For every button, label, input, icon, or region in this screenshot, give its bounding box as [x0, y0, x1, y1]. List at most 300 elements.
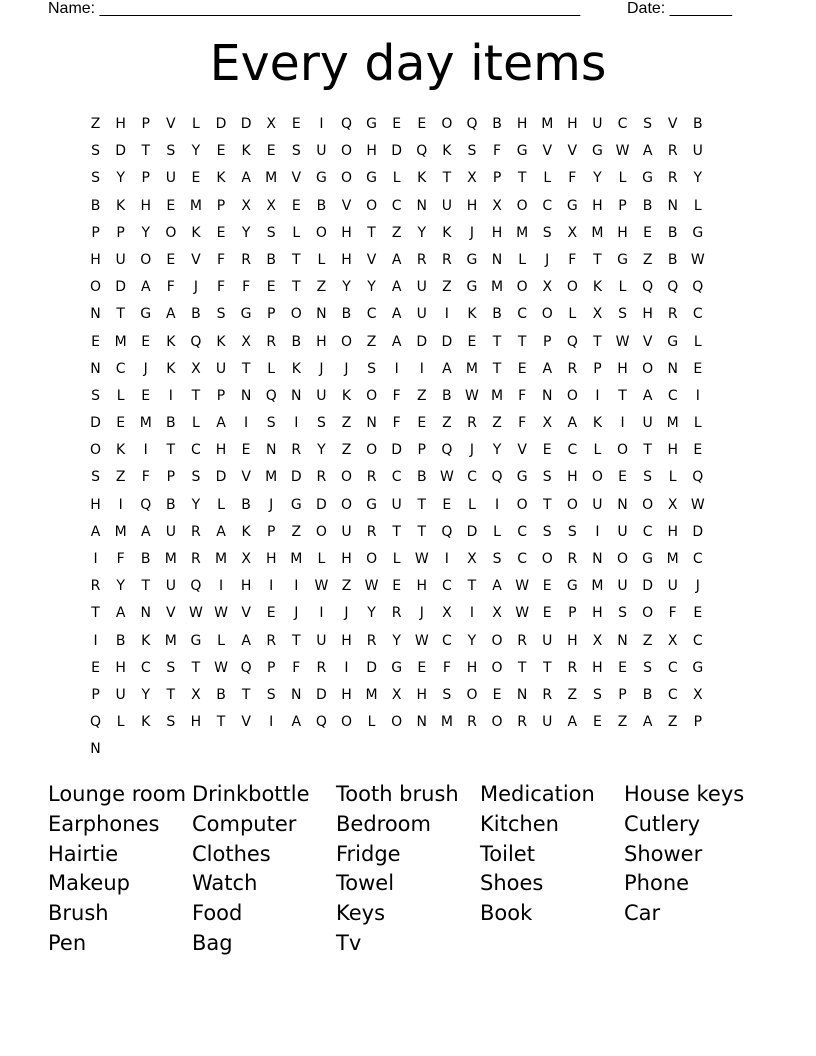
grid-letter: Z: [391, 224, 402, 241]
grid-letter: G: [642, 170, 654, 187]
word-list-item: Car: [624, 901, 661, 926]
grid-letter: O: [90, 442, 102, 459]
grid-letter: A: [216, 523, 226, 540]
grid-letter: G: [566, 578, 578, 595]
grid-letter: A: [391, 279, 402, 296]
grid-letter: K: [116, 197, 126, 214]
grid-letter: S: [643, 116, 653, 132]
grid-letter: B: [642, 686, 653, 703]
grid-letter: F: [242, 279, 251, 296]
grid-letter: Y: [141, 224, 151, 241]
grid-letter: G: [667, 333, 679, 350]
grid-letter: O: [366, 197, 378, 214]
grid-letter: M: [440, 714, 453, 731]
grid-letter: R: [391, 605, 402, 622]
grid-letter: T: [517, 170, 527, 187]
grid-letter: I: [595, 387, 600, 404]
grid-letter: B: [90, 197, 101, 214]
grid-letter: O: [290, 306, 302, 323]
grid-letter: U: [642, 415, 653, 432]
grid-letter: A: [391, 333, 402, 350]
word-list-item: Lounge room: [48, 782, 187, 806]
grid-letter: U: [542, 714, 553, 731]
grid-letter: G: [391, 659, 403, 676]
grid-letter: P: [593, 360, 602, 377]
grid-letter: G: [366, 496, 377, 513]
grid-letter: K: [241, 523, 251, 540]
grid-letter: S: [643, 469, 653, 486]
word-list-item: Book: [480, 901, 533, 926]
grid-letter: X: [442, 605, 452, 622]
grid-letter: F: [141, 469, 150, 486]
grid-letter: E: [417, 415, 427, 432]
grid-letter: W: [615, 143, 630, 160]
grid-letter: H: [617, 224, 628, 241]
page-title: Every day items: [209, 35, 607, 92]
grid-letter: Y: [392, 632, 401, 649]
grid-letter: S: [442, 686, 452, 703]
grid-letter: J: [143, 360, 148, 377]
grid-letter: C: [391, 469, 402, 486]
grid-letter: M: [265, 469, 278, 486]
grid-letter: V: [667, 116, 678, 132]
grid-letter: M: [365, 686, 378, 703]
grid-letter: C: [642, 523, 653, 540]
header: [48, 0, 748, 20]
grid-letter: Y: [241, 224, 251, 241]
grid-letter: V: [517, 442, 527, 459]
grid-letter: S: [467, 143, 477, 160]
grid-letter: X: [391, 686, 402, 703]
grid-letter: Z: [492, 415, 502, 432]
grid-letter: I: [394, 360, 399, 377]
grid-letter: H: [316, 333, 327, 350]
grid-letter: Q: [140, 496, 152, 513]
word-list-item: Kitchen: [480, 811, 559, 836]
grid-letter: T: [492, 333, 502, 350]
grid-letter: U: [115, 686, 126, 703]
grid-letter: Z: [567, 686, 578, 703]
grid-letter: V: [166, 116, 176, 132]
grid-letter: Z: [90, 116, 101, 132]
grid-letter: Q: [491, 469, 503, 486]
grid-letter: C: [517, 523, 528, 540]
word-list-item: Cutlery: [624, 811, 701, 836]
grid-letter: T: [292, 632, 301, 649]
grid-letter: A: [567, 415, 578, 432]
grid-letter: U: [441, 197, 452, 214]
grid-letter: R: [191, 523, 201, 540]
grid-letter: Q: [265, 387, 277, 404]
grid-letter: Z: [617, 714, 628, 731]
grid-letter: V: [241, 469, 251, 486]
grid-letter: I: [620, 415, 625, 432]
grid-letter: W: [214, 605, 228, 622]
grid-letter: Q: [466, 116, 478, 132]
grid-letter: E: [141, 387, 151, 404]
date-field-label: Date: _______: [627, 0, 732, 17]
word-list-item: Pen: [48, 930, 87, 955]
grid-letter: H: [667, 442, 678, 459]
grid-letter: X: [567, 224, 578, 241]
word-list-item: Brush: [48, 901, 109, 926]
grid-letter: T: [216, 714, 226, 731]
word-list-item: Bag: [192, 930, 233, 955]
grid-letter: U: [316, 143, 327, 160]
grid-letter: I: [319, 116, 324, 132]
word-list-item: Towel: [336, 871, 395, 896]
grid-letter: G: [366, 116, 377, 132]
grid-letter: Y: [141, 686, 151, 703]
grid-letter: O: [516, 496, 528, 513]
grid-letter: M: [591, 578, 604, 595]
grid-letter: T: [91, 605, 100, 622]
grid-letter: X: [667, 632, 678, 649]
grid-letter: T: [367, 224, 376, 241]
grid-letter: U: [165, 170, 176, 187]
grid-letter: A: [241, 632, 251, 649]
grid-letter: C: [517, 551, 528, 567]
grid-letter: C: [517, 306, 528, 323]
grid-letter: D: [215, 116, 227, 132]
grid-letter: R: [441, 251, 452, 268]
grid-letter: N: [592, 551, 603, 567]
grid-letter: D: [441, 333, 453, 350]
grid-letter: L: [192, 116, 200, 132]
grid-letter: K: [442, 143, 452, 160]
grid-letter: A: [115, 605, 126, 622]
grid-letter: N: [90, 360, 101, 377]
grid-letter: A: [90, 523, 101, 540]
grid-letter: C: [667, 387, 678, 404]
grid-letter: L: [593, 442, 602, 459]
grid-letter: C: [467, 469, 477, 486]
grid-letter: S: [492, 551, 502, 567]
grid-letter: C: [667, 659, 678, 676]
grid-letter: L: [693, 333, 702, 350]
grid-letter: O: [491, 714, 503, 731]
grid-letter: U: [617, 578, 628, 595]
grid-letter: R: [191, 551, 201, 567]
grid-letter: O: [617, 442, 629, 459]
grid-letter: K: [191, 224, 201, 241]
grid-letter: R: [366, 469, 377, 486]
grid-letter: H: [567, 116, 578, 132]
grid-letter: W: [439, 469, 454, 486]
grid-letter: W: [364, 578, 379, 595]
grid-letter: T: [191, 659, 201, 676]
grid-letter: L: [292, 224, 301, 241]
grid-letter: G: [315, 170, 327, 187]
grid-letter: A: [291, 714, 302, 731]
grid-letter: S: [542, 469, 552, 486]
grid-letter: W: [515, 578, 530, 595]
grid-letter: Q: [441, 523, 453, 540]
grid-letter: Q: [642, 279, 654, 296]
grid-letter: G: [190, 632, 202, 649]
word-list-item: Medication: [480, 782, 595, 806]
grid-letter: E: [291, 197, 301, 214]
grid-letter: G: [466, 251, 478, 268]
word-list-item: Makeup: [48, 871, 130, 896]
grid-letter: Z: [366, 333, 377, 350]
grid-letter: E: [166, 197, 176, 214]
grid-letter: N: [516, 686, 528, 703]
grid-letter: G: [466, 279, 478, 296]
grid-letter: I: [595, 523, 600, 540]
grid-letter: T: [241, 686, 251, 703]
grid-letter: K: [141, 632, 151, 649]
grid-letter: E: [91, 333, 100, 350]
grid-letter: Y: [367, 605, 376, 622]
grid-letter: C: [567, 442, 578, 459]
grid-letter: I: [218, 578, 224, 595]
grid-letter: H: [215, 442, 227, 459]
grid-letter: M: [164, 551, 177, 567]
grid-letter: X: [241, 197, 251, 214]
grid-letter: U: [115, 251, 126, 268]
grid-letter: T: [166, 442, 176, 459]
grid-letter: P: [568, 605, 577, 622]
grid-letter: H: [567, 632, 578, 649]
grid-letter: P: [91, 686, 100, 703]
grid-letter: I: [319, 605, 324, 622]
grid-letter: W: [615, 333, 630, 350]
grid-letter: E: [216, 224, 226, 241]
grid-letter: L: [468, 496, 476, 513]
grid-letter: Z: [291, 523, 302, 540]
grid-letter: J: [294, 605, 299, 622]
grid-letter: Y: [116, 170, 125, 187]
grid-letter: E: [266, 143, 276, 160]
grid-letter: L: [693, 415, 702, 432]
grid-letter: A: [140, 523, 151, 540]
grid-letter: V: [567, 143, 578, 160]
grid-letter: T: [141, 143, 151, 160]
grid-letter: R: [567, 360, 578, 377]
grid-letter: L: [367, 714, 376, 731]
grid-letter: S: [592, 686, 602, 703]
grid-letter: H: [466, 197, 478, 214]
grid-letter: A: [442, 360, 452, 377]
grid-letter: B: [115, 632, 126, 649]
grid-letter: L: [568, 306, 577, 323]
grid-letter: O: [391, 714, 403, 731]
grid-letter: G: [516, 143, 528, 160]
grid-letter: U: [341, 523, 352, 540]
grid-letter: E: [442, 496, 452, 513]
grid-letter: M: [114, 333, 127, 350]
grid-letter: N: [291, 686, 302, 703]
grid-letter: L: [317, 251, 326, 268]
grid-letter: E: [467, 333, 477, 350]
grid-letter: H: [140, 197, 151, 214]
grid-letter: L: [267, 360, 276, 377]
word-list: [48, 780, 768, 959]
grid-letter: Y: [317, 442, 326, 459]
grid-letter: Q: [692, 279, 704, 296]
grid-letter: E: [191, 170, 201, 187]
grid-letter: E: [517, 360, 527, 377]
word-list-item: Fridge: [336, 841, 401, 866]
grid-letter: Y: [417, 224, 427, 241]
grid-letter: S: [367, 360, 377, 377]
grid-letter: C: [191, 442, 201, 459]
grid-letter: A: [642, 714, 653, 731]
grid-letter: M: [114, 523, 127, 540]
grid-letter: D: [240, 116, 252, 132]
grid-letter: G: [516, 469, 528, 486]
grid-letter: S: [91, 143, 100, 160]
grid-letter: H: [341, 251, 352, 268]
grid-letter: R: [266, 333, 277, 350]
grid-letter: S: [643, 659, 653, 676]
grid-letter: N: [316, 306, 327, 323]
word-list-item: House keys: [624, 782, 745, 806]
grid-letter: R: [266, 632, 277, 649]
grid-letter: W: [690, 496, 705, 513]
grid-letter: W: [515, 605, 530, 622]
grid-letter: R: [667, 306, 678, 323]
grid-letter: O: [466, 686, 478, 703]
grid-letter: F: [116, 551, 125, 567]
grid-letter: V: [291, 170, 302, 187]
grid-letter: A: [492, 578, 502, 595]
grid-letter: O: [340, 170, 352, 187]
grid-letter: E: [266, 279, 276, 296]
grid-letter: R: [291, 442, 302, 459]
grid-letter: J: [344, 605, 349, 622]
grid-letter: Z: [341, 442, 352, 459]
grid-letter: I: [444, 306, 449, 323]
grid-letter: D: [366, 659, 377, 676]
grid-letter: D: [115, 143, 127, 160]
grid-letter: C: [667, 686, 678, 703]
grid-letter: P: [266, 659, 276, 676]
grid-letter: N: [667, 197, 678, 214]
grid-letter: L: [392, 551, 401, 567]
grid-letter: R: [90, 578, 101, 595]
word-list-item: Keys: [336, 901, 386, 926]
grid-letter: H: [240, 578, 252, 595]
grid-letter: O: [516, 197, 528, 214]
grid-letter: C: [140, 659, 151, 676]
grid-letter: A: [542, 360, 553, 377]
grid-letter: L: [618, 279, 627, 296]
grid-letter: A: [216, 415, 226, 432]
grid-letter: A: [642, 143, 653, 160]
grid-letter: A: [567, 714, 578, 731]
grid-letter: F: [493, 143, 502, 160]
grid-letter: H: [90, 251, 101, 268]
grid-letter: F: [216, 251, 226, 268]
grid-letter: T: [593, 251, 602, 268]
grid-letter: V: [166, 605, 176, 622]
grid-letter: M: [139, 415, 152, 432]
grid-letter: K: [592, 279, 603, 296]
grid-letter: H: [341, 686, 352, 703]
grid-letter: B: [191, 306, 201, 323]
grid-letter: R: [567, 659, 578, 676]
grid-letter: N: [90, 306, 101, 323]
grid-letter: J: [269, 496, 274, 513]
name-field-label: Name: ______________________________________________________: [48, 0, 581, 17]
grid-letter: U: [617, 523, 628, 540]
grid-letter: K: [141, 714, 151, 731]
grid-letter: K: [116, 442, 126, 459]
grid-letter: M: [666, 415, 679, 432]
grid-letter: N: [416, 714, 427, 731]
grid-letter: Z: [316, 279, 327, 296]
grid-letter: B: [241, 496, 251, 513]
grid-letter: B: [341, 306, 352, 323]
grid-letter: T: [593, 333, 602, 350]
grid-letter: T: [241, 360, 251, 377]
grid-letter: X: [241, 333, 251, 350]
grid-letter: K: [442, 224, 452, 241]
grid-letter: S: [291, 143, 301, 160]
grid-letter: E: [693, 360, 703, 377]
grid-letter: R: [366, 632, 377, 649]
grid-letter: Y: [191, 143, 201, 160]
grid-letter: M: [214, 551, 228, 567]
grid-letter: T: [618, 387, 627, 404]
grid-letter: I: [143, 442, 148, 459]
grid-letter: X: [467, 170, 477, 187]
grid-letter: P: [417, 442, 426, 459]
grid-letter: B: [291, 333, 302, 350]
grid-letter: A: [140, 279, 151, 296]
grid-letter: F: [392, 387, 401, 404]
grid-letter: O: [617, 551, 629, 567]
grid-letter: D: [391, 143, 403, 160]
grid-letter: H: [341, 551, 352, 567]
grid-letter: Y: [342, 279, 351, 296]
grid-letter: U: [165, 578, 176, 595]
grid-letter: K: [241, 143, 251, 160]
grid-letter: B: [266, 251, 276, 268]
grid-letter: C: [692, 306, 703, 323]
grid-letter: M: [666, 551, 679, 567]
grid-letter: J: [695, 578, 700, 595]
grid-letter: J: [319, 360, 324, 377]
grid-letter: Y: [593, 170, 602, 187]
grid-letter: U: [215, 360, 227, 377]
grid-letter: C: [115, 360, 126, 377]
grid-letter: E: [618, 659, 627, 676]
grid-letter: E: [291, 116, 301, 132]
grid-letter: T: [141, 578, 151, 595]
grid-letter: B: [642, 197, 653, 214]
grid-letter: X: [492, 605, 502, 622]
grid-letter: I: [469, 605, 475, 622]
grid-letter: N: [291, 387, 302, 404]
grid-letter: Y: [116, 578, 125, 595]
grid-letter: Y: [367, 279, 376, 296]
grid-letter: G: [692, 659, 704, 676]
grid-letter: H: [466, 659, 478, 676]
grid-letter: O: [315, 224, 327, 241]
grid-letter: B: [416, 469, 427, 486]
grid-letter: T: [292, 279, 301, 296]
grid-letter: U: [416, 279, 427, 296]
word-list-item: Watch: [192, 871, 258, 896]
grid-letter: R: [567, 551, 578, 567]
grid-letter: V: [642, 333, 653, 350]
grid-letter: B: [166, 415, 176, 432]
grid-letter: U: [416, 306, 427, 323]
grid-letter: W: [414, 551, 429, 567]
